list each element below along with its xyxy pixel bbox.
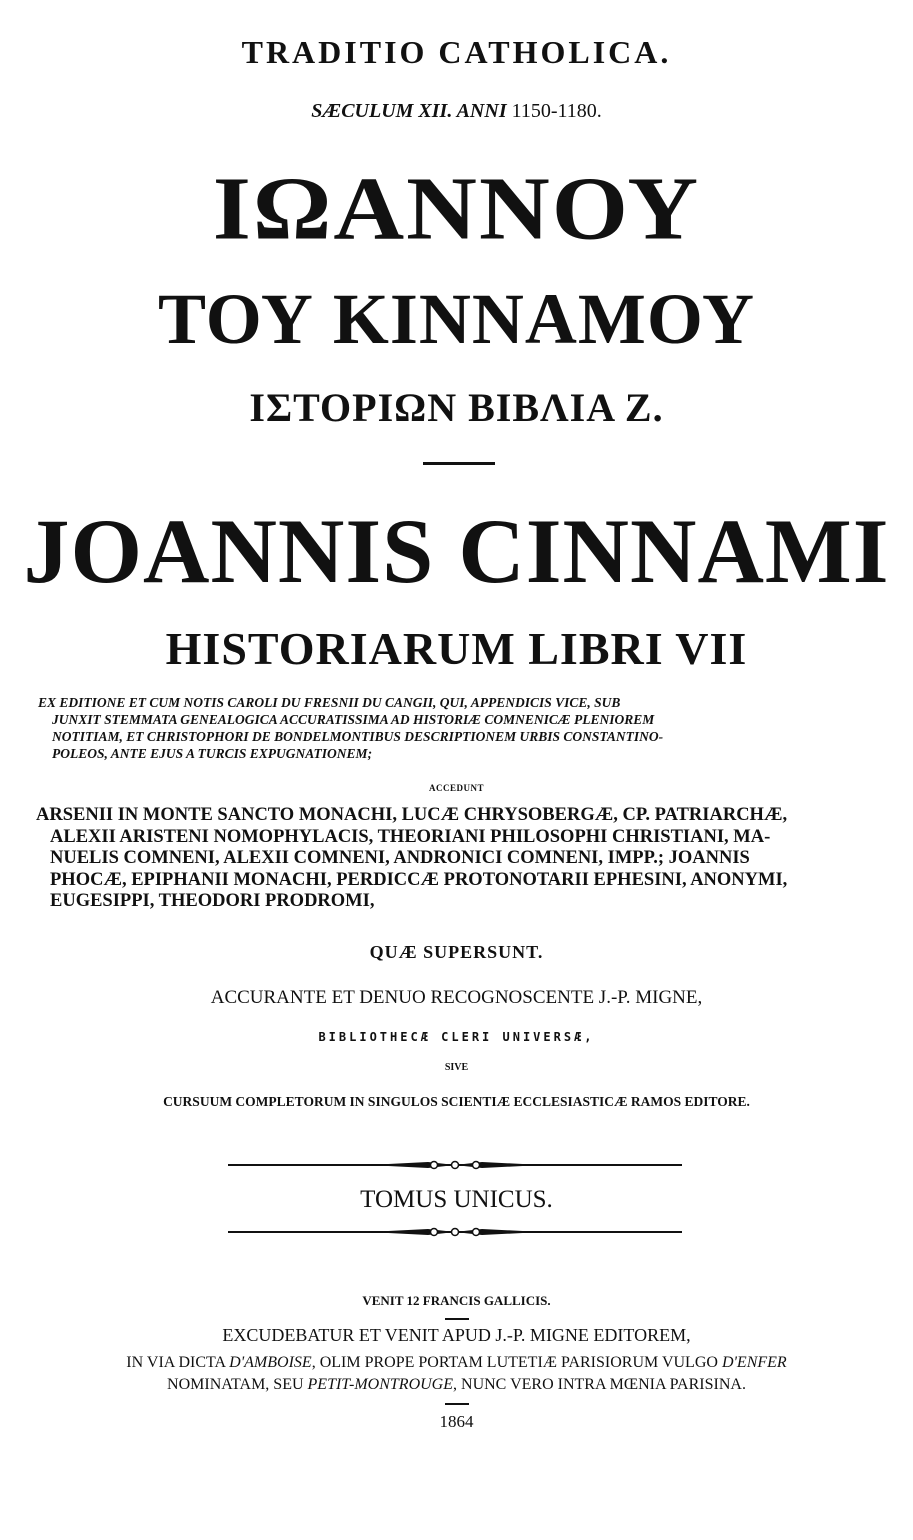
address-prefix: IN VIA DICTA [126,1354,230,1371]
address-middle: , OLIM PROPE PORTAM LUTETIÆ PARISIORUM VULGO [311,1354,722,1371]
edition-note [38,694,882,762]
latin-author-name: JOANNIS CINNAMI [23,500,890,602]
sive-label: SIVE [444,1062,469,1073]
greek-author-name: ΙΩΑΝΝΟΥ [212,159,701,259]
volume-label: TOMUS UNICUS. [360,1186,553,1213]
series-title: TRADITIO CATHOLICA. [241,34,672,70]
edition-note-line: NOTITIAM, ET CHRISTOPHORI DE BONDELMONTIBUS DESCRIPTIONEM URBIS CONSTANTINO- [52,729,664,744]
editor-line: ACCURANTE ET DENUO RECOGNOSCENTE J.-P. MIGNE, [210,987,703,1008]
edition-note-line: JUNXIT STEMMATA GENEALOGICA ACCURATISSIMA AD HISTORIÆ COMNENICÆ PLENIOREM [52,712,655,727]
century-label: SÆCULUM XII. ANNI [311,100,507,122]
greek-work-title: ΙΣΤΟΡΙΩΝ ΒΙΒΛΙΑ Ζ. [249,385,664,430]
address-line-2 [0,1377,913,1393]
authors-line: PHOCÆ, EPIPHANII MONACHI, PERDICCÆ PROTONOTARII EPHESINI, ANONYMI, [50,869,788,890]
authors-line: NUELIS COMNENI, ALEXII COMNENI, ANDRONICI COMNENI, IMPP.; JOANNIS [50,848,750,868]
nominatam-suffix: , NUNC VERO INTRA MŒNIA PARISINA. [453,1376,746,1393]
petit-montrouge: PETIT-MONTROUGE [307,1376,454,1393]
greek-author-surname: ΤΟΥ ΚΙΝΝΑΜΟΥ [158,279,755,359]
quae-supersunt: QUÆ SUPERSUNT. [369,942,544,962]
century-years: 1150-1180. [511,100,602,122]
accedunt-label: ACCEDUNT [428,783,484,793]
century-line [0,101,913,121]
imprint-divider [445,1318,469,1320]
address-line [0,1355,913,1371]
bibliotheca-line: BIBLIOTHECÆ CLERI UNIVERSÆ, [318,1030,595,1044]
cursuum-line: CURSUUM COMPLETORUM IN SINGULOS SCIENTIÆ ECCLESIASTICÆ RAMOS EDITORE. [163,1094,750,1109]
enfer-name: D'ENFER [721,1354,787,1371]
ornament-rule-top [228,1157,682,1173]
year-divider [445,1403,469,1405]
edition-note-line: POLEOS, ANTE EJUS A TURCIS EXPUGNATIONEM; [52,746,373,761]
latin-work-title: HISTORIARUM LIBRI VII [165,623,748,674]
price-line: VENIT 12 FRANCIS GALLICIS. [362,1293,551,1308]
authors-list [36,805,882,913]
ornament-rule-bottom [228,1224,682,1240]
title-divider [423,462,495,465]
authors-line: ALEXII ARISTENI NOMOPHYLACIS, THEORIANI PHILOSOPHI CHRISTIANI, MA- [50,826,771,847]
authors-line: EUGESIPPI, THEODORI PRODROMI, [50,891,375,911]
authors-line: ARSENII IN MONTE SANCTO MONACHI, LUCÆ CHRYSOBERGÆ, CP. PATRIARCHÆ, [36,805,788,825]
nominatam-prefix: NOMINATAM, SEU [167,1376,308,1393]
publisher-line: EXCUDEBATUR ET VENIT APUD J.-P. MIGNE EDITOREM, [222,1325,691,1345]
publication-year: 1864 [439,1412,474,1431]
edition-note-line: EX EDITIONE ET CUM NOTIS CAROLI DU FRESNII DU CANGII, QUI, APPENDICIS VICE, SUB [38,695,621,710]
street-name: D'AMBOISE [229,1354,312,1371]
